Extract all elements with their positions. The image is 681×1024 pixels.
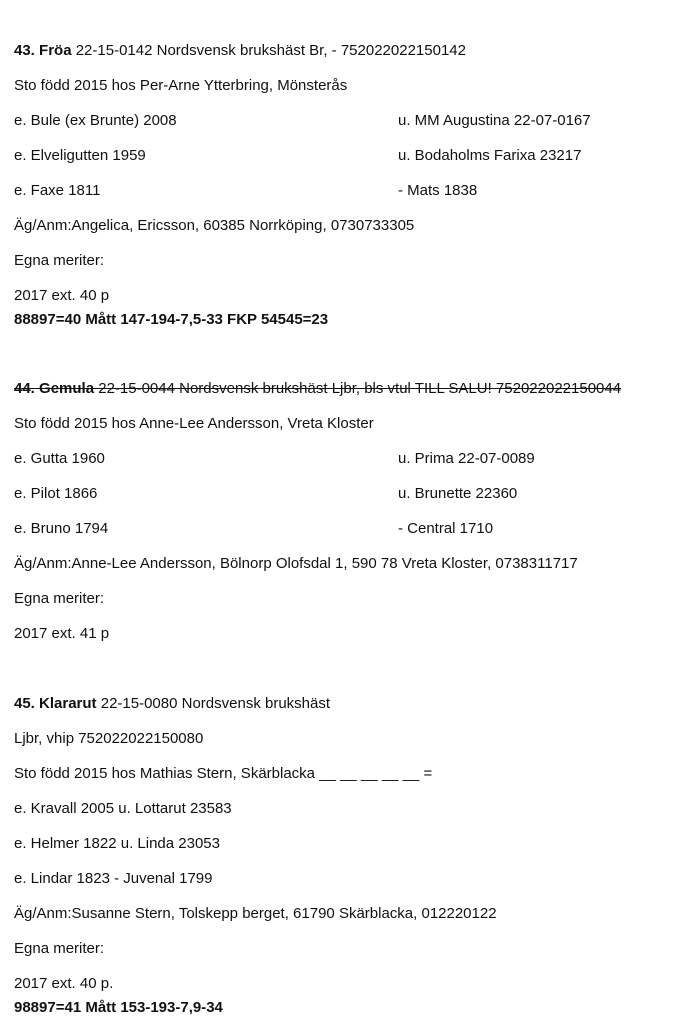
entry-44-born: Sto född 2015 hos Anne-Lee Andersson, Vreta Kloster bbox=[14, 415, 374, 432]
entry-45-merits-label: Egna meriter: bbox=[14, 940, 105, 957]
entry-44-dam-3: - Central 1710 bbox=[398, 520, 494, 537]
entry-44-sire-3: e. Bruno 1794 bbox=[14, 520, 109, 537]
entry-45-born: Sto född 2015 hos Mathias Stern, Skärblacka __ __ __ __ __ = bbox=[14, 765, 433, 782]
entry-45-pedigree-2: e. Helmer 1822 u. Linda 23053 bbox=[14, 835, 220, 852]
entry-43-sire-2: e. Elveligutten 1959 bbox=[14, 147, 146, 164]
horse-name: Klararut bbox=[39, 695, 97, 712]
entry-43-born: Sto född 2015 hos Per-Arne Ytterbring, Mönsterås bbox=[14, 77, 348, 94]
entry-43-owner: Äg/Anm:Angelica, Ericsson, 60385 Norrköping, 0730733305 bbox=[14, 217, 415, 234]
entry-44-sire-2: e. Pilot 1866 bbox=[14, 485, 98, 502]
entry-44-owner: Äg/Anm:Anne-Lee Andersson, Bölnorp Olofsdal 1, 590 78 Vreta Kloster, 0738311717 bbox=[14, 555, 578, 572]
horse-name: Fröa bbox=[39, 42, 72, 59]
entry-45-title bbox=[14, 695, 330, 713]
entry-44-merit: 2017 ext. 41 p bbox=[14, 625, 110, 642]
entry-number: 43. bbox=[14, 42, 35, 59]
entry-43-sire-3: e. Faxe 1811 bbox=[14, 182, 101, 199]
entry-43-title bbox=[14, 42, 466, 60]
horse-details: 22-15-0044 Nordsvensk brukshäst Ljbr, bls vtul TILL SALU! 752022022150044 bbox=[94, 380, 622, 397]
entry-45-owner: Äg/Anm:Susanne Stern, Tolskepp berget, 61790 Skärblacka, 012220122 bbox=[14, 905, 497, 922]
entry-45-score: 98897=41 Mått 153-193-7,9-34 bbox=[14, 999, 223, 1016]
entry-43-sire-1: e. Bule (ex Brunte) 2008 bbox=[14, 112, 177, 129]
entry-44-dam-2: u. Brunette 22360 bbox=[398, 485, 518, 502]
entry-45-title-line2: Ljbr, vhip 752022022150080 bbox=[14, 730, 204, 747]
horse-details: 22-15-0142 Nordsvensk brukshäst Br, - 752022022150142 bbox=[71, 42, 466, 59]
entry-number: 44. bbox=[14, 380, 35, 397]
entry-45-pedigree-1: e. Kravall 2005 u. Lottarut 23583 bbox=[14, 800, 232, 817]
entry-43-dam-3: - Mats 1838 bbox=[398, 182, 478, 199]
entry-43-dam-2: u. Bodaholms Farixa 23217 bbox=[398, 147, 582, 164]
entry-44-title bbox=[14, 380, 621, 398]
entry-44-dam-1: u. Prima 22-07-0089 bbox=[398, 450, 535, 467]
entry-44-merits-label: Egna meriter: bbox=[14, 590, 105, 607]
entry-43-merit: 2017 ext. 40 p bbox=[14, 287, 110, 304]
entry-number: 45. bbox=[14, 695, 35, 712]
horse-details: 22-15-0080 Nordsvensk brukshäst bbox=[96, 695, 331, 712]
entry-43-dam-1: u. MM Augustina 22-07-0167 bbox=[398, 112, 591, 129]
entry-43-score: 88897=40 Mått 147-194-7,5-33 FKP 54545=23 bbox=[14, 311, 329, 328]
entry-45-merit: 2017 ext. 40 p. bbox=[14, 975, 114, 992]
entry-44-sire-1: e. Gutta 1960 bbox=[14, 450, 105, 467]
entry-45-pedigree-3: e. Lindar 1823 - Juvenal 1799 bbox=[14, 870, 213, 887]
horse-name: Gemula bbox=[39, 380, 95, 397]
entry-43-merits-label: Egna meriter: bbox=[14, 252, 105, 269]
